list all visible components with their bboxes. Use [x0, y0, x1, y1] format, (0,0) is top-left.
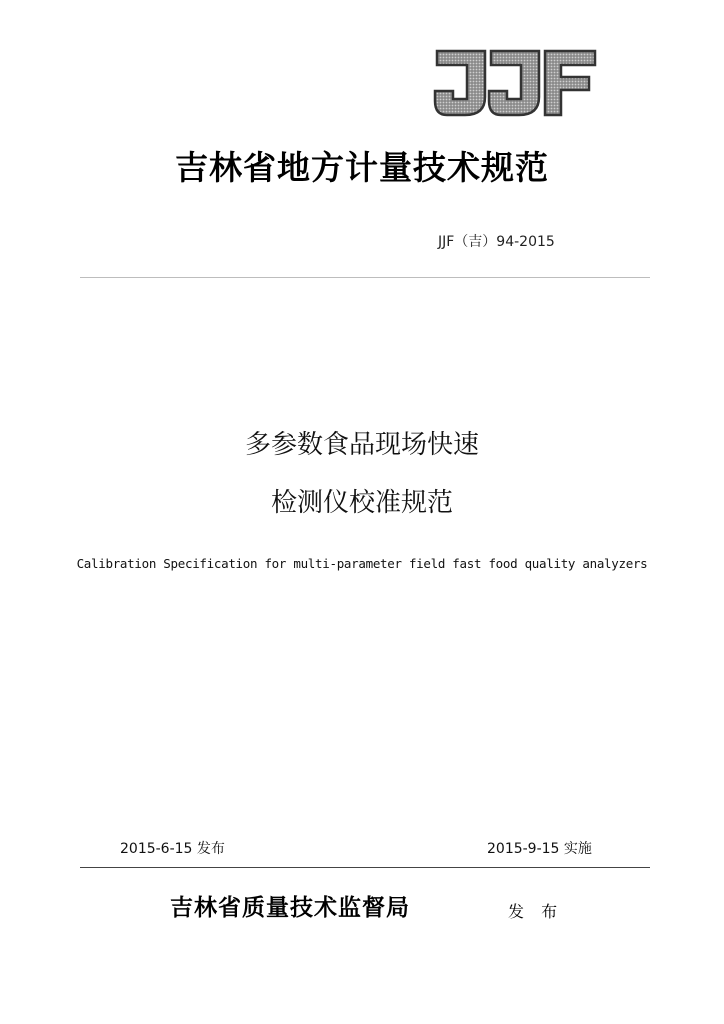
top-divider	[80, 277, 650, 278]
series-title: 吉林省地方计量技术规范	[175, 148, 549, 187]
issuing-suffix: 发 布	[508, 902, 564, 921]
jjf-logo	[433, 47, 598, 119]
chinese-title-line-1: 多参数食品现场快速	[244, 430, 479, 460]
issue-date: 2015-6-15 发布	[120, 841, 225, 857]
logo-letter-j2	[489, 51, 539, 115]
logo-letter-j1	[435, 51, 485, 115]
effective-date: 2015-9-15 实施	[487, 841, 592, 857]
english-title: Calibration Specification for multi-parameter field fast food quality analyzers	[76, 556, 648, 571]
document-number: JJF（吉）94-2015	[438, 234, 555, 250]
chinese-title-line-2: 检测仪校准规范	[270, 488, 453, 518]
issuing-authority: 吉林省质量技术监督局	[170, 894, 410, 921]
bottom-divider	[80, 867, 650, 868]
logo-letter-f	[545, 51, 595, 115]
